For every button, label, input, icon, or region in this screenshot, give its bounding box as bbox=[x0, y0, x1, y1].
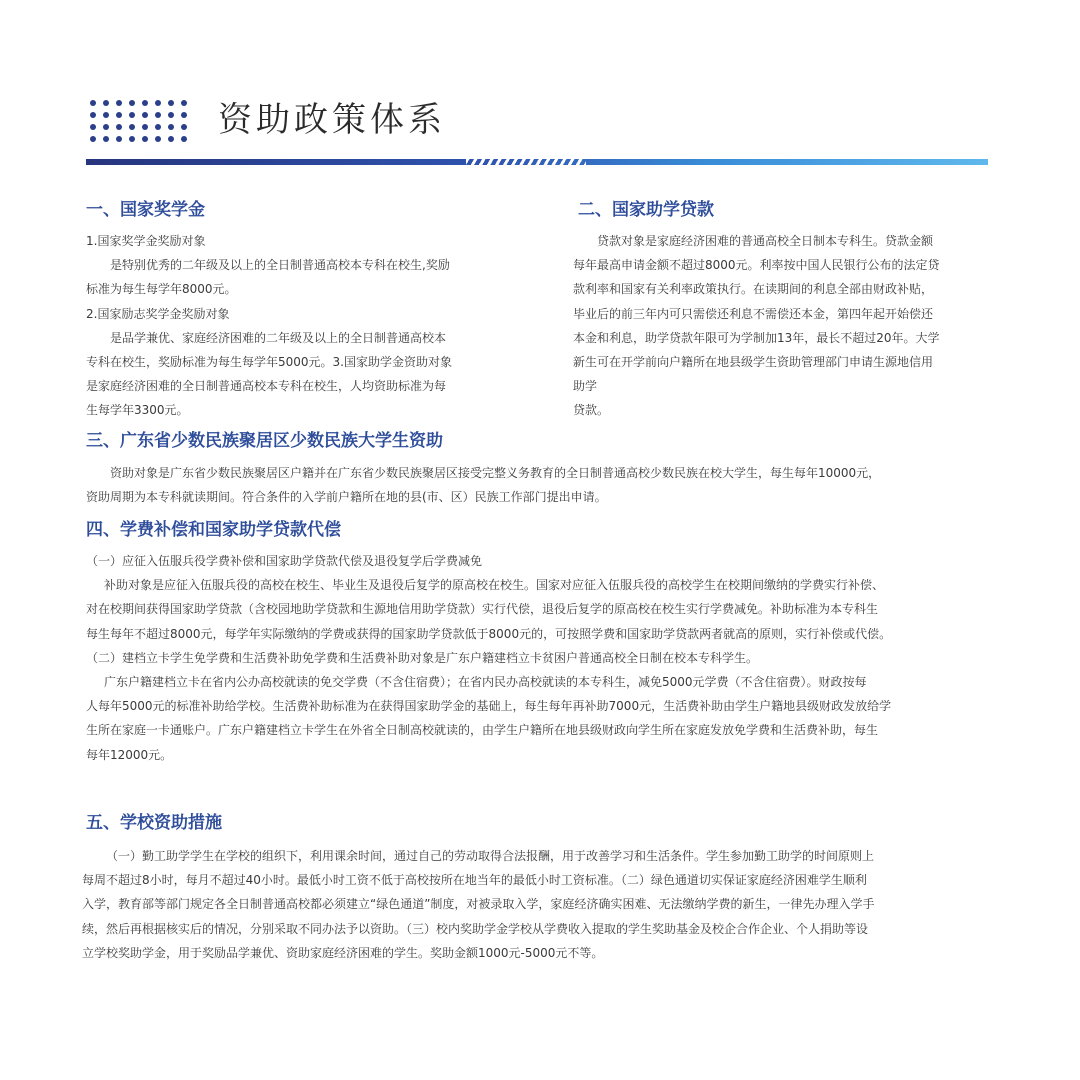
s1-line: 2.国家励志奖学金奖励对象 bbox=[86, 306, 230, 321]
section-minority-aid bbox=[86, 461, 880, 509]
page-title: 资助政策体系 bbox=[218, 100, 446, 140]
s4-line: 人每年5000元的标准补助给学校。生活费补助标准为在获得国家助学金的基础上，每生每年再补助7000元，生活费补助由学生户籍地县级财政发放给学 bbox=[86, 699, 892, 714]
s1-line: 专科在校生，奖励标准为每生每学年5000元。3.国家助学金资助对象 bbox=[86, 355, 452, 370]
s2-line: 助学 bbox=[573, 379, 598, 394]
s2-line: 款利率和国家有关利率政策执行。在读期间的利息全部由财政补贴， bbox=[573, 282, 934, 297]
s5-line: 立学校奖助学金，用于奖励品学兼优、资助家庭经济困难的学生。奖助金额1000元-5000元不等。 bbox=[82, 945, 604, 960]
s4-line: 对在校期间获得国家助学贷款（含校园地助学贷款和生源地信用助学贷款）实行代偿，退役后复学的原高校在校生实行学费减免。补助标准为本专科生 bbox=[86, 602, 879, 617]
s1-line: 1.国家奖学金奖励对象 bbox=[86, 234, 206, 248]
s4-line: （一）应征入伍服兵役学费补偿和国家助学贷款代偿及退役复学后学费减免 bbox=[86, 554, 483, 568]
s2-line: 贷款。 bbox=[573, 403, 610, 418]
s1-line: 生每学年3300元。 bbox=[86, 403, 189, 418]
heading-tuition-compensation: 四、学费补偿和国家助学贷款代偿 bbox=[86, 520, 341, 540]
s3-line: 资助周期为本专科就读期间。符合条件的入学前户籍所在地的县(市、区）民族工作部门提出申请。 bbox=[86, 490, 607, 505]
s5-line: （一）勤工助学学生在学校的组织下，利用课余时间，通过自己的劳动取得合法报酬，用于改善学习和生活条件。学生参加勤工助学的时间原则上 bbox=[106, 849, 875, 863]
s2-line: 每年最高申请金额不超过8000元。利率按中国人民银行公布的法定贷 bbox=[573, 258, 940, 273]
s1-line: 是品学兼优、家庭经济困难的二年级及以上的全日制普通高校本 bbox=[110, 330, 447, 345]
s4-line: 每生每年不超过8000元，每学年实际缴纳的学费或获得的国家助学贷款低于8000元的，可按照学费和国家助学贷款两者就高的原则，实行补偿或代偿。 bbox=[86, 626, 892, 641]
s2-line: 毕业后的前三年内可只需偿还利息不需偿还本金，第四年起开始偿还 bbox=[573, 306, 934, 321]
section-national-student-loan bbox=[573, 229, 940, 423]
heading-national-scholarship: 一、国家奖学金 bbox=[86, 200, 205, 220]
s5-line: 每周不超过8小时，每月不超过40小时。最低小时工资不低于高校按所在地当年的最低小时工资标准。（二）绿色通道切实保证家庭经济困难学生顺利 bbox=[82, 873, 867, 888]
s4-line: （二）建档立卡学生免学费和生活费补助免学费和生活费补助对象是广东户籍建档立卡贫困户普通高校全日制在校本专科学生。 bbox=[86, 650, 759, 665]
s5-line: 入学，教育部等部门规定各全日制普通高校都必须建立“绿色通道”制度，对被录取入学，家庭经济确实困难、无法缴纳学费的新生，一律先办理入学手 bbox=[82, 897, 875, 912]
s2-line: 本金和利息，助学贷款年限可为学制加13年，最长不超过20年。大学 bbox=[573, 330, 940, 345]
title-divider bbox=[86, 159, 988, 165]
s1-line: 是家庭经济困难的全日制普通高校本专科在校生，人均资助标准为每 bbox=[86, 379, 447, 394]
heading-school-aid: 五、学校资助措施 bbox=[86, 813, 222, 833]
s4-line: 每年12000元。 bbox=[86, 747, 173, 762]
s4-line: 补助对象是应征入伍服兵役的高校在校生、毕业生及退役后复学的原高校在校生。国家对应征入伍服兵役的高校学生在校期间缴纳的学费实行补偿、 bbox=[104, 578, 885, 593]
s2-line: 新生可在开学前向户籍所在地县级学生资助管理部门申请生源地信用 bbox=[573, 355, 934, 370]
heading-national-student-loan: 二、国家助学贷款 bbox=[578, 200, 714, 220]
s4-line: 生所在家庭一卡通账户。广东户籍建档立卡学生在外省全日制高校就读的，由学生户籍所在地县级财政向学生所在家庭发放免学费和生活费补助，每生 bbox=[86, 723, 879, 738]
section-tuition-compensation bbox=[86, 549, 891, 767]
s5-line: 续，然后再根据核实后的情况，分别采取不同办法予以资助。（三）校内奖助学金学校从学费收入提取的学生奖助基金及校企合作企业、个人捐助等设 bbox=[82, 921, 869, 936]
s3-line: 资助对象是广东省少数民族聚居区户籍并在广东省少数民族聚居区接受完整义务教育的全日制普通高校少数民族在校大学生，每生每年10000元， bbox=[110, 466, 881, 480]
heading-minority-aid: 三、广东省少数民族聚居区少数民族大学生资助 bbox=[86, 431, 443, 451]
s2-line: 贷款对象是家庭经济困难的普通高校全日制本专科生。贷款金额 bbox=[597, 234, 934, 248]
s1-line: 是特别优秀的二年级及以上的全日制普通高校本专科在校生,奖励 bbox=[110, 258, 450, 273]
s1-line: 标准为每生每学年8000元。 bbox=[86, 282, 237, 297]
title-dot-grid-icon bbox=[90, 100, 187, 142]
s4-line: 广东户籍建档立卡在省内公办高校就读的免交学费（不含住宿费）；在省内民办高校就读的本专科生，减免5000元学费（不含住宿费）。财政按每 bbox=[104, 675, 867, 690]
section-national-scholarship bbox=[86, 229, 452, 423]
section-school-aid bbox=[82, 844, 874, 965]
